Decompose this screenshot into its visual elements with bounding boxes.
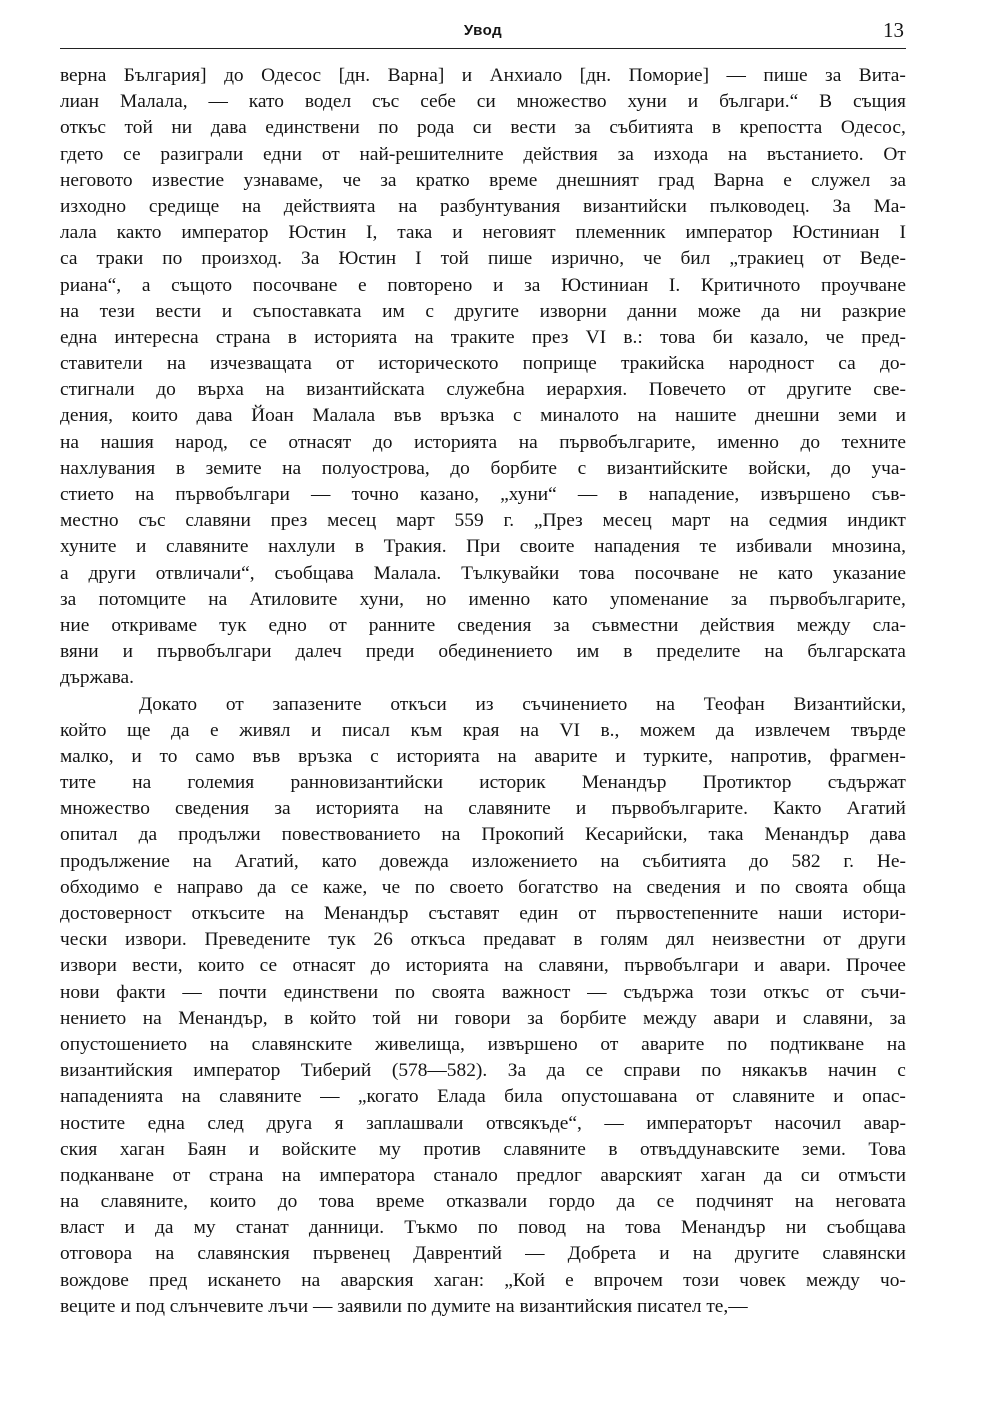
text-line: нението на Менандър, в който той ни говори за борбите между авари и славяни, за xyxy=(60,1007,906,1029)
text-line: лиан Малала, — като водел със себе си множество хуни и българи.“ В същия xyxy=(60,91,906,113)
text-line: опустошението на славянските живелища, извършено от аварите по подтикване на xyxy=(60,1033,906,1055)
text-line: подканване от страна на императора станало предлог аварският хаган да си отмъсти xyxy=(60,1164,906,1186)
text-line: дения, които дава Йоан Малала във връзка с миналото на нашите днешни земи и xyxy=(60,405,906,427)
text-line: продължение на Агатий, като довежда изложението на събитията до 582 г. Не- xyxy=(60,850,906,872)
text-line: вяни и първобългари далеч преди обединението им в пределите на българската xyxy=(60,641,906,663)
text-line: множество сведения за историята на славяните и първобългарите. Както Агатий xyxy=(60,798,906,820)
text-line: риана“, а същото посочване е повторено и за Юстиниан I. Критичното проучване xyxy=(60,274,906,296)
running-head xyxy=(60,18,906,49)
text-line: лала както император Юстин I, така и неговият племенник император Юстиниан I xyxy=(60,222,906,244)
text-line: неговото известие узнаваме, че за кратко време днешният град Варна е служел за xyxy=(60,169,906,191)
book-page xyxy=(60,18,906,1320)
text-line: държава. xyxy=(60,667,134,689)
text-line: откъс той ни дава единствени по рода си вести за събитията в крепостта Одесос, xyxy=(60,117,906,139)
chapter-title: Увод xyxy=(463,22,503,39)
text-line: стието на първобългари — точно казано, „хуни“ — в нападение, извършено съв- xyxy=(60,484,906,505)
text-line: изходно средище на действията на разбунтувания византийски пълководец. За Ма- xyxy=(60,195,906,217)
text-line: тите на големия ранновизантийски историк Менандър Протиктор съдържат xyxy=(60,772,906,794)
text-line: верна България] до Одесос [дн. Варна] и Анхиало [дн. Поморие] — пише за Вита- xyxy=(60,65,906,86)
text-line: вождове пред искането на аварския хаган: „Кой е впрочем този човек между чо- xyxy=(60,1269,906,1291)
text-line: една интересна страна в историята на траките през VI в.: това би казало, че пред- xyxy=(60,326,906,348)
text-line: са траки по произход. За Юстин I той пише изрично, че бил „тракиец от Веде- xyxy=(60,248,906,270)
text-line: стигнали до върха на византийската служебна иерархия. Повечето от другите све- xyxy=(60,379,906,401)
text-line: чески извори. Преведените тук 26 откъса предават в голям дял неизвестни от други xyxy=(60,929,906,951)
text-line: отговора на славянския първенец Даврентий — Добрета и на другите славянски xyxy=(60,1243,906,1265)
text-line: Докато от запазените откъси из съчинението на Теофан Византийски, xyxy=(139,693,906,715)
paragraph xyxy=(60,692,906,1321)
text-line: нови факти — почти единствени по своята важност — съдържа този откъс от съчи- xyxy=(60,981,906,1003)
text-line: опитал да продължи повествованието на Прокопий Кесарийски, така Менандър дава xyxy=(60,824,906,846)
text-line: който ще да е живял и писал към края на VI в., можем да извлечем твърде xyxy=(60,719,906,741)
text-line: обходимо е направо да се каже, че по своето богатство на сведения и по своята обща xyxy=(60,876,906,898)
text-line: на тези вести и съпоставката им с другите изворни данни може да ни разкрие xyxy=(60,300,906,322)
text-line: ние откриваме тук едно от ранните сведения за съвместни действия между сла- xyxy=(60,614,906,636)
text-line: власт и да му станат данници. Тъкмо по повод на това Менандър ни съобщава xyxy=(60,1217,906,1239)
text-line: малко, и то само във връзка с историята на аварите и турките, напротив, фрагмен- xyxy=(60,745,906,767)
text-line: на славяните, които до това време отказвали гордо да се подчинят на неговата xyxy=(60,1191,906,1213)
text-line: на нашия народ, се отнасят до историята на първобългарите, именно до техните xyxy=(60,431,906,453)
page-number: 13 xyxy=(883,18,904,42)
text-line: византийския император Тиберий (578—582). За да се справи по някакъв начин с xyxy=(60,1060,906,1082)
text-line: хуните и славяните нахлули в Тракия. При своите нападения те избивали мнозина, xyxy=(60,536,906,558)
text-line: веците и под слънчевите лъчи — заявили по думите на византийския писател те,— xyxy=(60,1295,748,1317)
text-line: ския хаган Баян и войските му против славяните в отвъддунавските земи. Това xyxy=(60,1138,906,1160)
paragraph xyxy=(60,63,906,692)
text-line: а други отвличали“, съобщава Малала. Тълкувайки това посочване не като указание xyxy=(60,562,906,584)
text-line: местно със славяни през месец март 559 г. „През месец март на седмия индикт xyxy=(60,510,906,532)
body-text xyxy=(60,63,906,1320)
text-line: ставители на изчезващата от историческото поприще тракийска народност са до- xyxy=(60,353,906,375)
text-line: нападенията на славяните — „когато Елада била опустошавана от славяните и опас- xyxy=(60,1086,906,1108)
text-line: достоверност откъсите на Менандър съставят един от първостепенните наши истори- xyxy=(60,903,906,924)
text-line: извори вести, които се отнасят до историята на славяни, първобългари и авари. Прочее xyxy=(60,955,906,977)
text-line: нахлувания в земите на полуострова, до борбите с византийските войски, до уча- xyxy=(60,457,906,479)
text-line: ностите една след друга я заплашвали отвсякъде“, — императорът насочил авар- xyxy=(60,1112,906,1134)
text-line: за потомците на Атиловите хуни, но именно като упоменание за първобългарите, xyxy=(60,588,906,610)
text-line: гдето се разиграли едни от най-решителните действия за изхода на въстанието. От xyxy=(60,143,906,165)
